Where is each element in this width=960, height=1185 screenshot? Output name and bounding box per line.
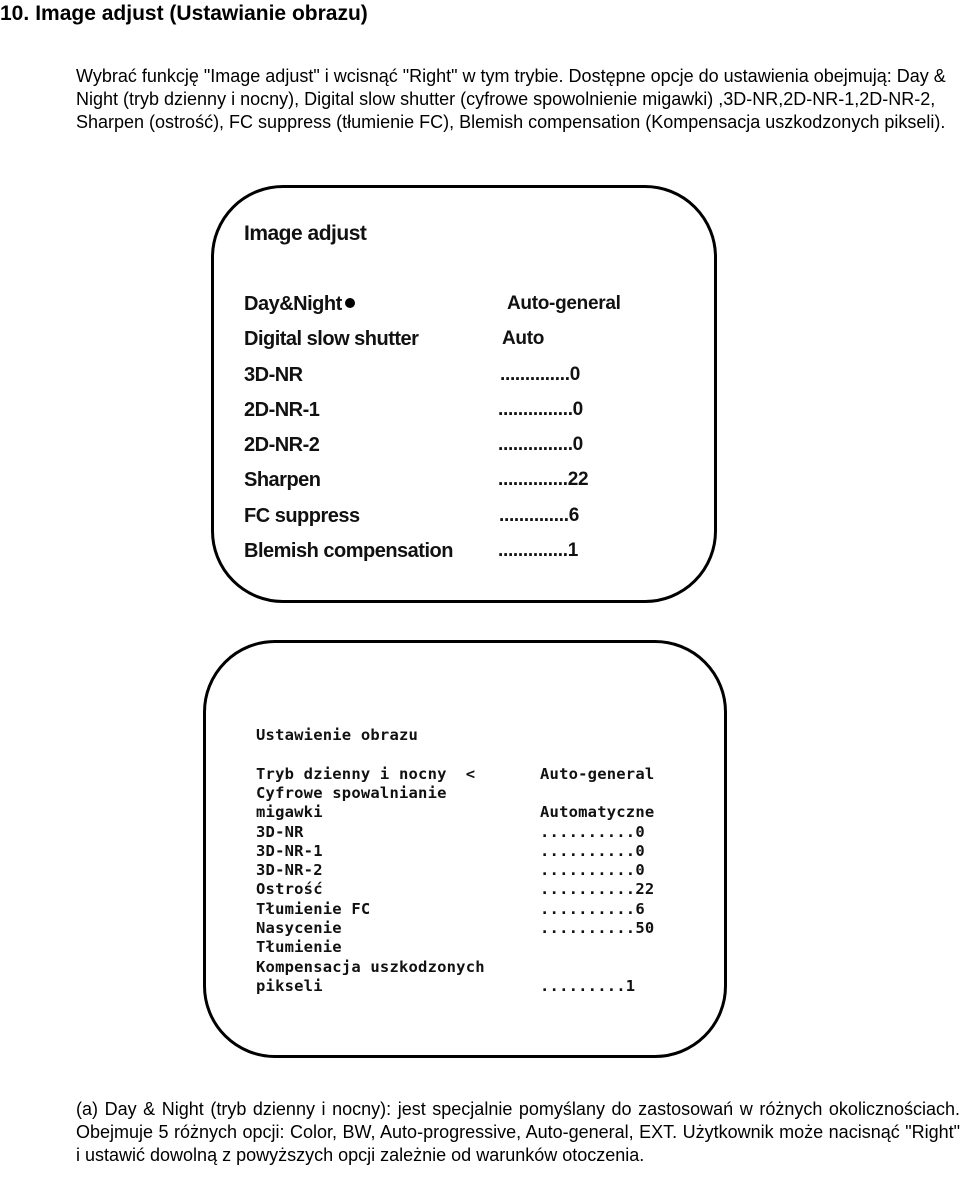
osd-menu-value: ..............22 xyxy=(498,469,589,490)
osd-menu-label: Tryb dzienny i nocny < xyxy=(256,765,476,783)
osd-menu-title: Ustawienie obrazu xyxy=(256,726,419,744)
osd-menu-value: ..............0 xyxy=(500,364,580,385)
section-heading xyxy=(0,0,368,28)
selection-dot-icon xyxy=(345,298,355,308)
osd-menu-label: 3D-NR xyxy=(256,823,304,841)
day-night-note: (a) Day & Night (tryb dzienny i nocny): jest specjalnie pomyślany do zastosowań w różnych okolicznościach. Obejmuje 5 różnych opcji: Color, BW, Auto-progressive, Auto-general, EXT. Użytkownik może nacisnąć "Right" i ustawić dowolną z powyższych opcji zależnie od warunków otoczenia. xyxy=(76,1099,960,1165)
osd-menu-value: Auto-general xyxy=(507,293,621,314)
osd-menu-label: FC suppress xyxy=(244,505,360,527)
osd-menu-value: Auto xyxy=(502,328,545,349)
osd-menu-label: Ostrość xyxy=(256,880,323,898)
osd-menu-value: ..........0 xyxy=(540,823,645,841)
osd-menu-label: 3D-NR-1 xyxy=(256,842,323,860)
osd-menu-label: Tłumienie FC xyxy=(256,900,371,918)
osd-menu-value: Auto-general xyxy=(540,765,655,783)
osd-menu-title: Image adjust xyxy=(244,222,367,245)
osd-menu-label: Day&Night xyxy=(244,293,355,316)
osd-menu-label: Cyfrowe spowalnianie xyxy=(256,784,447,802)
intro-paragraph: Wybrać funkcję "Image adjust" i wcisnąć "Right" w tym trybie. Dostępne opcje do ustawienia obejmują: Day & Night (tryb dzienny i nocny), Digital slow shutter (cyfrowe spowolnienie migawki) ,3D-NR,2D-NR-1,2D-NR-2, Sharpen (ostrość), FC suppress (tłumienie FC), Blemish compensation (Kompensacja uszkodzonych pikseli). xyxy=(76,66,946,132)
osd-menu-label: 3D-NR-2 xyxy=(256,861,323,879)
osd-menu-label: Nasycenie xyxy=(256,919,342,937)
osd-menu-english xyxy=(211,185,717,603)
osd-menu-value: ..........22 xyxy=(540,880,655,898)
osd-menu-value: .........1 xyxy=(540,977,636,995)
osd-menu-value: ..........0 xyxy=(540,842,645,860)
osd-menu-label: migawki xyxy=(256,803,323,821)
osd-menu-value: ..............6 xyxy=(499,505,579,526)
osd-menu-label: 2D-NR-2 xyxy=(244,434,320,456)
osd-menu-label: Kompensacja uszkodzonych xyxy=(256,958,485,976)
osd-menu-value: ..........6 xyxy=(540,900,645,918)
osd-menu-label: Tłumienie xyxy=(256,938,342,956)
section-number: 10. xyxy=(0,2,30,25)
osd-menu-label: 2D-NR-1 xyxy=(244,399,320,421)
osd-menu-value: ...............0 xyxy=(498,434,583,455)
osd-menu-label: 3D-NR xyxy=(244,364,303,386)
osd-menu-value: ..............1 xyxy=(498,540,578,561)
osd-menu-label: Blemish compensation xyxy=(244,540,453,562)
osd-menu-label: Sharpen xyxy=(244,469,321,491)
osd-menu-value: ..........50 xyxy=(540,919,655,937)
osd-menu-value: ...............0 xyxy=(498,399,583,420)
section-title: Image adjust (Ustawianie obrazu) xyxy=(35,2,368,25)
osd-menu-value: Automatyczne xyxy=(540,803,655,821)
osd-menu-value: ..........0 xyxy=(540,861,645,879)
osd-menu-label: pikseli xyxy=(256,977,323,995)
osd-menu-polish xyxy=(203,640,727,1058)
osd-menu-label: Digital slow shutter xyxy=(244,328,419,350)
